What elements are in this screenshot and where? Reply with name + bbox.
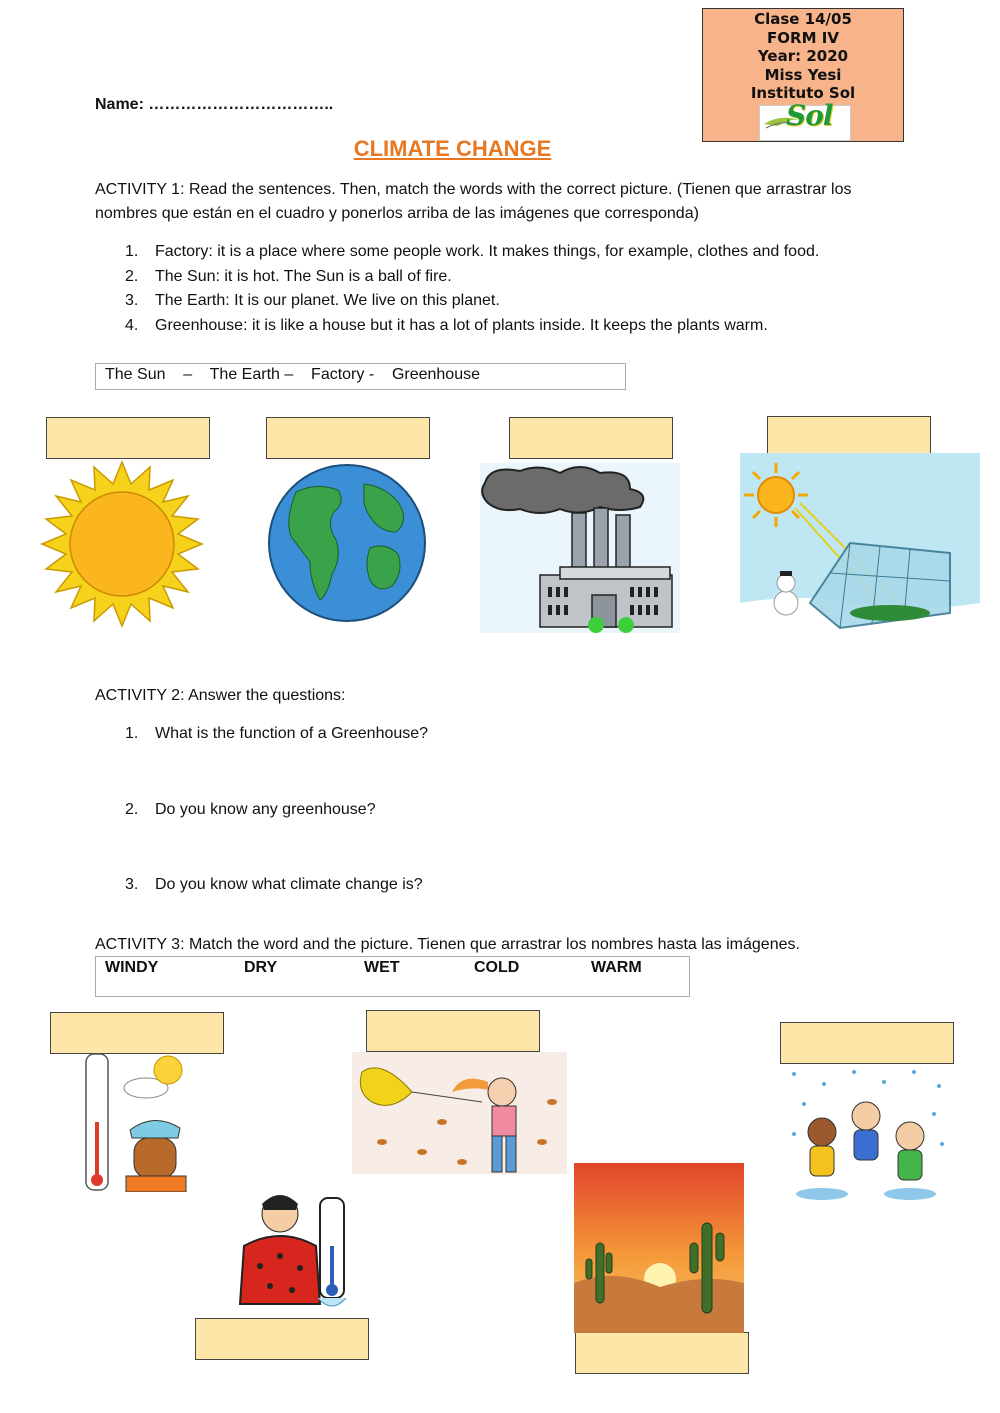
word-bank-2[interactable]: [95, 956, 690, 997]
cold-picture: [230, 1186, 360, 1318]
word-wet[interactable]: WET: [364, 959, 400, 976]
word-windy[interactable]: WINDY: [105, 959, 159, 976]
item-text: The Earth: It is our planet. We live on this planet.: [155, 292, 500, 309]
question-number: 2.: [125, 801, 139, 818]
list-item: [125, 289, 819, 314]
item-text: Greenhouse: it is like a house but it has a lot of plants inside. It keeps the plants warm.: [155, 316, 768, 334]
class-info-line: Miss Yesi: [764, 65, 842, 84]
word-dry[interactable]: DRY: [244, 959, 278, 976]
windy-picture: [352, 1052, 567, 1174]
item-text: The Sun: it is hot. The Sun is a ball of fire.: [155, 267, 452, 285]
drop-zone-earth[interactable]: [266, 417, 430, 459]
drop-zone-sun[interactable]: [46, 417, 210, 459]
question-text: Do you know any greenhouse?: [155, 801, 376, 818]
question-item: [125, 798, 376, 822]
drop-zone-factory[interactable]: [509, 417, 673, 459]
question-text: Do you know what climate change is?: [155, 876, 423, 893]
logo-text: Sol: [786, 99, 833, 132]
activity1-instruction: [95, 178, 915, 226]
warm-picture: [84, 1052, 194, 1192]
page-title: CLIMATE CHANGE: [353, 136, 552, 161]
word-bank-1[interactable]: The Sun – The Earth – Factory - Greenhouse: [95, 363, 626, 390]
question-item: [125, 873, 423, 897]
word-cold[interactable]: COLD: [474, 959, 520, 976]
factory-picture: [480, 463, 680, 633]
item-number: 1.: [125, 243, 139, 260]
class-info-box: [702, 8, 904, 142]
wet-picture: [784, 1064, 949, 1204]
class-info-line: FORM IV: [767, 28, 839, 47]
question-text: What is the function of a Greenhouse?: [155, 725, 429, 742]
drop-zone-greenhouse[interactable]: [767, 416, 931, 458]
earth-picture: [266, 462, 428, 624]
class-info-line: Year: 2020: [757, 47, 849, 65]
drop-zone-warm-picture[interactable]: [50, 1012, 224, 1054]
drop-zone-wet-picture[interactable]: [780, 1022, 954, 1064]
question-number: 3.: [125, 876, 139, 893]
activity1-list: [125, 240, 819, 338]
class-info-line: Instituto Sol: [750, 84, 856, 102]
list-item: [125, 314, 819, 339]
drop-zone-cold-picture[interactable]: [195, 1318, 369, 1360]
greenhouse-picture: [740, 453, 980, 640]
dry-picture: [574, 1163, 744, 1333]
item-number: 2.: [125, 267, 139, 285]
name-field-label: Name: ……………………………..: [95, 96, 334, 113]
item-text: Factory: it is a place where some people work. It makes things, for example, clothes and food.: [155, 243, 820, 260]
drop-zone-dry-picture[interactable]: [575, 1332, 749, 1374]
activity2-instruction: ACTIVITY 2: Answer the questions:: [95, 687, 346, 704]
drop-zone-windy-picture[interactable]: [366, 1010, 540, 1052]
activity3-instruction: ACTIVITY 3: Match the word and the picture. Tienen que arrastrar los nombres hasta las imágenes.: [95, 936, 800, 953]
item-number: 4.: [125, 316, 139, 334]
question-number: 1.: [125, 725, 139, 742]
item-number: 3.: [125, 292, 139, 309]
list-item: [125, 265, 819, 290]
list-item: [125, 240, 819, 265]
class-info-line: Clase 14/05: [754, 10, 852, 28]
activity1-instruction-line: ACTIVITY 1: Read the sentences. Then, match the words with the correct picture. (Tienen que arrastrar los: [95, 181, 852, 198]
sun-picture: [38, 460, 206, 628]
activity1-instruction-line: nombres que están en el cuadro y ponerlos arriba de las imágenes que corresponda): [95, 205, 699, 222]
word-warm[interactable]: WARM: [591, 959, 642, 976]
question-item: [125, 722, 428, 746]
